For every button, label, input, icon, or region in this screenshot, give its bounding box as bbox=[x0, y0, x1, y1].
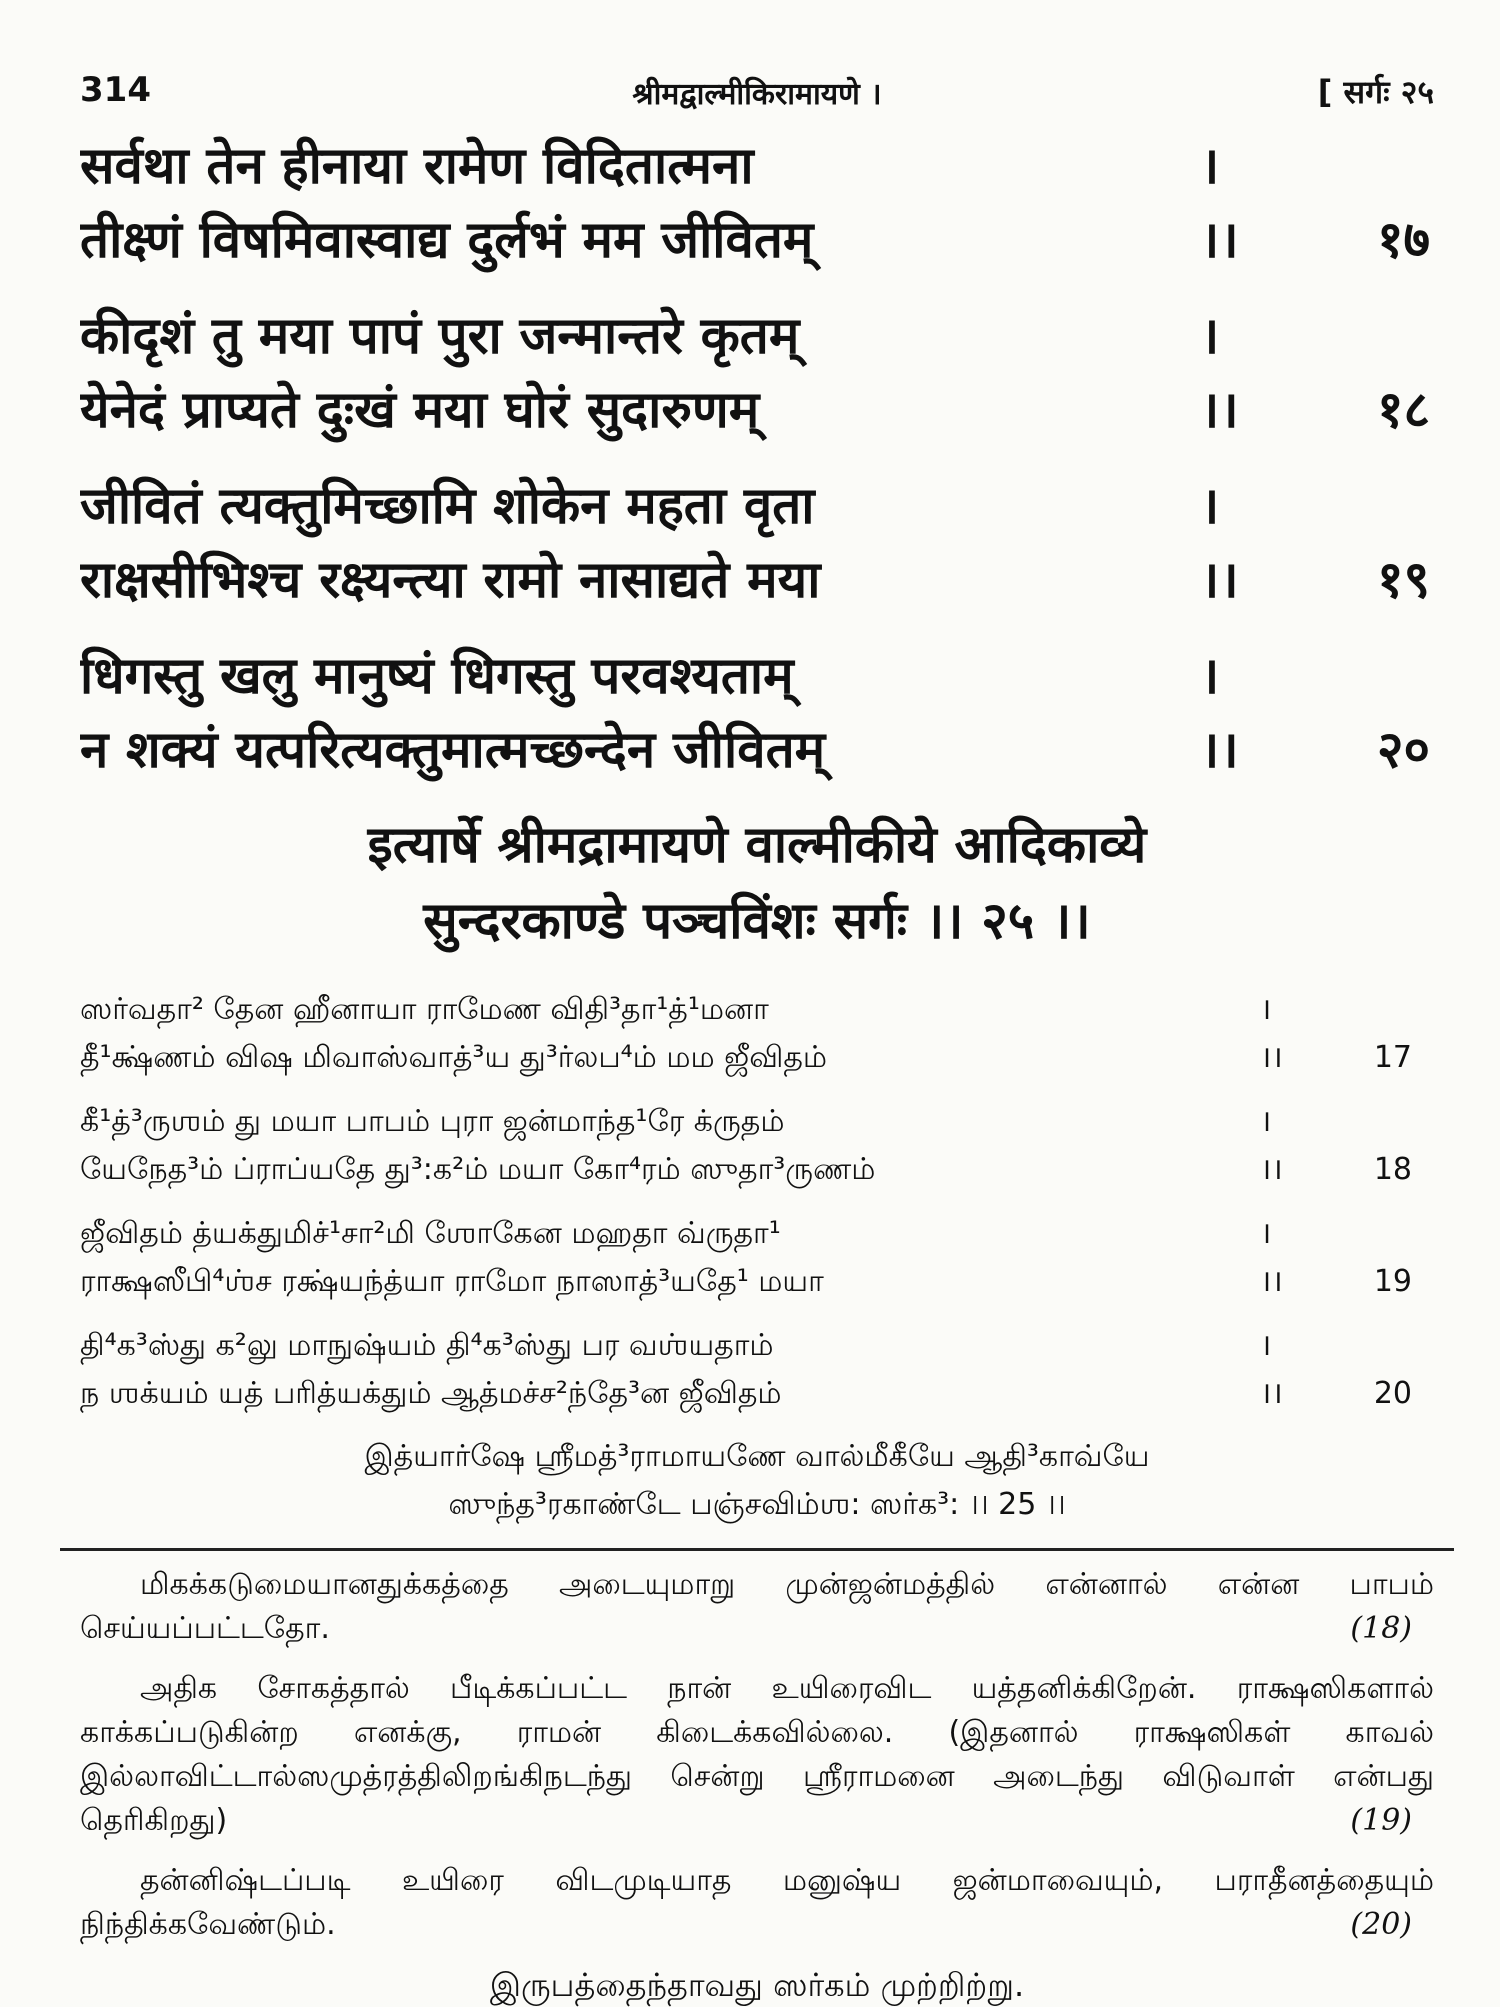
verse-text: धिगस्तु खलु मानुष्यं धिगस्तु परवश्यताम् bbox=[80, 647, 794, 706]
danda: । bbox=[1260, 1216, 1272, 1251]
commentary-verse-number: (20) bbox=[1342, 1903, 1412, 1947]
verse-text: தீ¹க்ஷ்ணம் விஷ மிவாஸ்வாத்³ய து³ர்லப⁴ம் மம ஜீவிதம் bbox=[80, 1040, 828, 1075]
divider bbox=[60, 1548, 1454, 1551]
danda: । bbox=[1260, 992, 1272, 1027]
tamil-verse-20 bbox=[80, 1322, 1434, 1418]
sanskrit-colophon bbox=[80, 810, 1434, 958]
verse-number: १८ bbox=[1376, 381, 1430, 440]
tamil-commentary bbox=[80, 1563, 1434, 2007]
verse-line bbox=[80, 714, 1434, 788]
danda: । bbox=[1260, 1328, 1272, 1363]
commentary-text: தன்னிஷ்டப்படி உயிரை விடமுடியாத மனுஷ்ய ஜன்மாவையும், பராதீனத்தையும் நிந்திக்கவேண்டும். bbox=[80, 1863, 1434, 1942]
verse-text: राक्षसीभिश्च रक्ष्यन्त्या रामो नासाद्यते मया bbox=[80, 551, 821, 610]
commentary-verse-number: (19) bbox=[1342, 1799, 1412, 1843]
verse-number: २० bbox=[1376, 721, 1430, 780]
verse-number: 17 bbox=[1373, 1040, 1412, 1075]
verse-line bbox=[80, 1322, 1434, 1370]
verse-text: तीक्ष्णं विषमिवास्वाद्य दुर्लभं मम जीवितम् bbox=[80, 211, 814, 270]
colophon-line: इत्यार्षे श्रीमद्रामायणे वाल्मीकीये आदिकाव्ये bbox=[367, 816, 1147, 875]
double-danda: ।। bbox=[1260, 1264, 1283, 1299]
verse-line bbox=[80, 544, 1434, 618]
page-header bbox=[80, 70, 1434, 122]
commentary-paragraph bbox=[80, 1859, 1434, 1947]
sanskrit-verse-20 bbox=[80, 640, 1434, 788]
verse-number: १७ bbox=[1376, 211, 1430, 270]
commentary-text: அதிக சோகத்தால் பீடிக்கப்பட்ட நான் உயிரைவிட யத்தனிக்கிறேன். ராக்ஷஸிகளால் காக்கப்படுகின்ற எனக்கு, ராமன் கிடைக்கவில்லை. (இதனால் ராக்ஷஸிகள் காவல் இல்லாவிட்டால்ஸமுத்ரத்திலிறங்கிநடந்து சென்று ஸ்ரீராமனை அடைந்து விடுவாள் என்பது தெரிகிறது) bbox=[80, 1671, 1434, 1838]
danda: । bbox=[1200, 137, 1220, 196]
chapter-end-note: இருபத்தைந்தாவது ஸர்கம் முற்றிற்று. bbox=[489, 1966, 1025, 2004]
colophon-line: सुन्दरकाण्डे पञ्चविंशः सर्गः ।। २५ ।। bbox=[423, 892, 1091, 951]
verse-line bbox=[80, 300, 1434, 374]
verse-number: 20 bbox=[1373, 1376, 1412, 1411]
commentary-verse-number: (18) bbox=[1342, 1607, 1412, 1651]
verse-text: कीदृशं तु मया पापं पुरा जन्मान्तरे कृतम् bbox=[80, 307, 800, 366]
verse-line bbox=[80, 986, 1434, 1034]
verse-text: जीवितं त्यक्तुमिच्छामि शोकेन महता वृता bbox=[80, 477, 815, 536]
verse-line bbox=[80, 470, 1434, 544]
verse-text: न शक्यं यत्परित्यक्तुमात्मच्छन्देन जीवितम् bbox=[80, 721, 826, 780]
verse-line bbox=[80, 374, 1434, 448]
verse-number: 19 bbox=[1373, 1264, 1412, 1299]
sanskrit-verse-17 bbox=[80, 130, 1434, 278]
verse-line bbox=[80, 204, 1434, 278]
danda: । bbox=[1200, 477, 1220, 536]
danda: । bbox=[1260, 1104, 1272, 1139]
commentary-paragraph bbox=[80, 1667, 1434, 1843]
sanskrit-verse-19 bbox=[80, 470, 1434, 618]
double-danda: ।। bbox=[1260, 1152, 1283, 1187]
verse-number: १९ bbox=[1376, 551, 1430, 610]
tamil-verse-19 bbox=[80, 1210, 1434, 1306]
verse-line bbox=[80, 640, 1434, 714]
verse-number: 18 bbox=[1373, 1152, 1412, 1187]
danda: । bbox=[1200, 647, 1220, 706]
tamil-colophon bbox=[80, 1434, 1434, 1528]
double-danda: ।। bbox=[1200, 721, 1239, 780]
verse-text: ஜீவிதம் த்யக்துமிச்¹சா²மி ஶோகேன மஹதா வ்ருதா¹ bbox=[80, 1216, 781, 1251]
verse-line bbox=[80, 1210, 1434, 1258]
double-danda: ।। bbox=[1200, 381, 1239, 440]
verse-line bbox=[80, 1146, 1434, 1194]
page-number: 314 bbox=[80, 70, 151, 110]
double-danda: ।। bbox=[1260, 1040, 1283, 1075]
verse-line bbox=[80, 130, 1434, 204]
verse-line bbox=[80, 1370, 1434, 1418]
double-danda: ।। bbox=[1260, 1376, 1283, 1411]
verse-line bbox=[80, 1034, 1434, 1082]
verse-text: येनेदं प्राप्यते दुःखं मया घोरं सुदारुणम् bbox=[80, 381, 760, 440]
verse-text: ஸர்வதா² தேன ஹீனாயா ராமேண விதி³தா¹த்¹மனா bbox=[80, 992, 769, 1027]
sarga-marker: [ सर्गः २५ bbox=[1317, 73, 1434, 111]
sanskrit-verses bbox=[80, 130, 1434, 788]
double-danda: ।। bbox=[1200, 211, 1239, 270]
commentary-paragraph bbox=[80, 1563, 1434, 1651]
verse-text: ராக்ஷஸீபி⁴ஶ்ச ரக்ஷ்யந்த்யா ராமோ நாஸாத்³யதே¹ மயா bbox=[80, 1264, 824, 1299]
verse-text: सर्वथा तेन हीनाया रामेण विदितात्मना bbox=[80, 137, 754, 196]
running-title: श्रीमद्वाल्मीकिरामायणे । bbox=[632, 77, 882, 112]
danda: । bbox=[1200, 307, 1220, 366]
sanskrit-verse-18 bbox=[80, 300, 1434, 448]
verse-text: தி⁴க³ஸ்து க²லு மாநுஷ்யம் தி⁴க³ஸ்து பர வஶ்யதாம் bbox=[80, 1328, 774, 1363]
verse-text: யேநேத³ம் ப்ராப்யதே து³:க²ம் மயா கோ⁴ரம் ஸுதா³ருணம் bbox=[80, 1152, 876, 1187]
verse-line bbox=[80, 1258, 1434, 1306]
tamil-verse-17 bbox=[80, 986, 1434, 1082]
colophon-line: இத்யார்ஷே ஶ்ரீமத்³ராமாயணே வால்மீகீயே ஆதி³காவ்யே bbox=[364, 1439, 1150, 1474]
tamil-verse-18 bbox=[80, 1098, 1434, 1194]
tamil-transliteration bbox=[80, 986, 1434, 1418]
colophon-line: ஸுந்த³ரகாண்டே பஞ்சவிம்ஶ: ஸர்க³: ।। 25 ।। bbox=[448, 1487, 1066, 1522]
double-danda: ।। bbox=[1200, 551, 1239, 610]
commentary-text: மிகக்கடுமையானதுக்கத்தை அடையுமாறு முன்ஜன்மத்தில் என்னால் என்ன பாபம் செய்யப்பட்டதோ. bbox=[80, 1567, 1434, 1646]
verse-text: ந ஶக்யம் யத் பரித்யக்தும் ஆத்மச்ச²ந்தே³ன ஜீவிதம் bbox=[80, 1376, 782, 1411]
verse-text: கீ¹த்³ருஶம் து மயா பாபம் புரா ஜன்மாந்த¹ரே க்ருதம் bbox=[80, 1104, 785, 1139]
verse-line bbox=[80, 1098, 1434, 1146]
